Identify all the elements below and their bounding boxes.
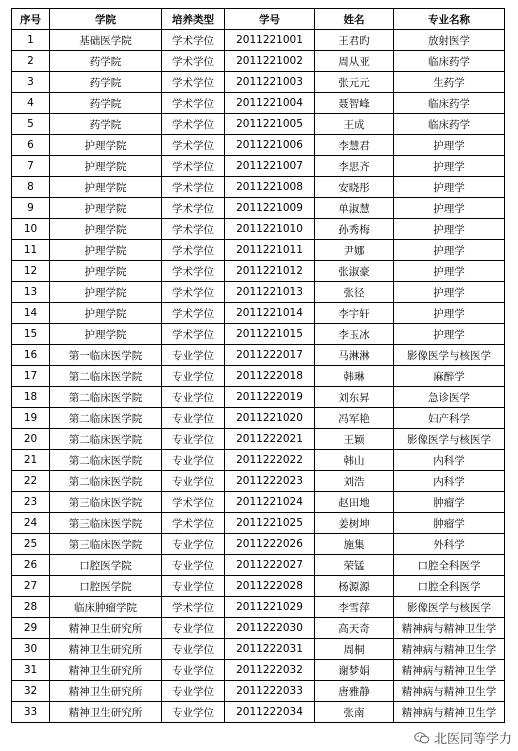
header-student-id: 学号 <box>225 9 315 30</box>
cell-major: 护理学 <box>394 156 505 177</box>
header-index: 序号 <box>12 9 50 30</box>
cell-name: 赵田地 <box>315 492 394 513</box>
cell-index: 27 <box>12 576 50 597</box>
table-row <box>12 261 505 282</box>
table-row <box>12 324 505 345</box>
cell-major: 肿瘤学 <box>394 492 505 513</box>
table-row <box>12 51 505 72</box>
cell-college: 药学院 <box>50 72 162 93</box>
cell-major: 临床药学 <box>394 93 505 114</box>
cell-student-id: 2011222021 <box>225 429 315 450</box>
cell-major: 护理学 <box>394 177 505 198</box>
cell-name: 荣锰 <box>315 555 394 576</box>
cell-index: 11 <box>12 240 50 261</box>
cell-college: 第二临床医学院 <box>50 429 162 450</box>
cell-major: 肿瘤学 <box>394 513 505 534</box>
cell-college: 药学院 <box>50 114 162 135</box>
cell-college: 精神卫生研究所 <box>50 681 162 702</box>
cell-name: 马淋淋 <box>315 345 394 366</box>
cell-index: 26 <box>12 555 50 576</box>
cell-index: 19 <box>12 408 50 429</box>
cell-degree-type: 专业学位 <box>162 471 225 492</box>
table-row <box>12 366 505 387</box>
cell-name: 张元元 <box>315 72 394 93</box>
cell-index: 8 <box>12 177 50 198</box>
cell-index: 17 <box>12 366 50 387</box>
table-row <box>12 555 505 576</box>
cell-degree-type: 学术学位 <box>162 51 225 72</box>
table-row <box>12 30 505 51</box>
cell-name: 孙秀梅 <box>315 219 394 240</box>
cell-name: 高天奇 <box>315 618 394 639</box>
cell-name: 张径 <box>315 282 394 303</box>
cell-student-id: 2011222031 <box>225 639 315 660</box>
cell-index: 4 <box>12 93 50 114</box>
cell-name: 刘浩 <box>315 471 394 492</box>
cell-major: 影像医学与核医学 <box>394 597 505 618</box>
cell-index: 3 <box>12 72 50 93</box>
cell-name: 姜树坤 <box>315 513 394 534</box>
cell-college: 基础医学院 <box>50 30 162 51</box>
cell-major: 精神病与精神卫生学 <box>394 660 505 681</box>
cell-major: 口腔全科医学 <box>394 555 505 576</box>
cell-name: 尹娜 <box>315 240 394 261</box>
cell-major: 精神病与精神卫生学 <box>394 702 505 723</box>
cell-major: 护理学 <box>394 324 505 345</box>
watermark-text: 北医同等学力 <box>433 732 512 747</box>
cell-student-id: 2011221014 <box>225 303 315 324</box>
cell-college: 第二临床医学院 <box>50 450 162 471</box>
table-row <box>12 387 505 408</box>
cell-degree-type: 专业学位 <box>162 576 225 597</box>
cell-student-id: 2011221010 <box>225 219 315 240</box>
header-major: 专业名称 <box>394 9 505 30</box>
cell-student-id: 2011221011 <box>225 240 315 261</box>
cell-degree-type: 专业学位 <box>162 366 225 387</box>
table-row <box>12 534 505 555</box>
cell-student-id: 2011221012 <box>225 261 315 282</box>
table-row <box>12 282 505 303</box>
cell-name: 李宇轩 <box>315 303 394 324</box>
cell-index: 15 <box>12 324 50 345</box>
cell-college: 精神卫生研究所 <box>50 618 162 639</box>
student-list-table <box>11 8 505 723</box>
cell-index: 9 <box>12 198 50 219</box>
cell-major: 护理学 <box>394 219 505 240</box>
cell-student-id: 2011221020 <box>225 408 315 429</box>
cell-college: 第二临床医学院 <box>50 471 162 492</box>
cell-major: 护理学 <box>394 135 505 156</box>
cell-degree-type: 学术学位 <box>162 72 225 93</box>
cell-college: 第二临床医学院 <box>50 366 162 387</box>
cell-college: 第三临床医学院 <box>50 513 162 534</box>
cell-college: 护理学院 <box>50 282 162 303</box>
cell-student-id: 2011222026 <box>225 534 315 555</box>
cell-student-id: 2011221013 <box>225 282 315 303</box>
header-college: 学院 <box>50 9 162 30</box>
cell-college: 第一临床医学院 <box>50 345 162 366</box>
cell-student-id: 2011222032 <box>225 660 315 681</box>
cell-degree-type: 专业学位 <box>162 429 225 450</box>
cell-degree-type: 专业学位 <box>162 450 225 471</box>
cell-degree-type: 专业学位 <box>162 702 225 723</box>
table-row <box>12 660 505 681</box>
cell-index: 24 <box>12 513 50 534</box>
cell-degree-type: 学术学位 <box>162 597 225 618</box>
cell-college: 精神卫生研究所 <box>50 639 162 660</box>
cell-college: 临床肿瘤学院 <box>50 597 162 618</box>
cell-name: 冯军艳 <box>315 408 394 429</box>
table-row <box>12 345 505 366</box>
cell-degree-type: 学术学位 <box>162 114 225 135</box>
cell-student-id: 2011221009 <box>225 198 315 219</box>
cell-index: 21 <box>12 450 50 471</box>
cell-college: 第二临床医学院 <box>50 387 162 408</box>
cell-college: 护理学院 <box>50 261 162 282</box>
cell-major: 精神病与精神卫生学 <box>394 618 505 639</box>
cell-name: 谢梦娟 <box>315 660 394 681</box>
cell-degree-type: 学术学位 <box>162 219 225 240</box>
table-row <box>12 618 505 639</box>
table-row <box>12 72 505 93</box>
cell-college: 护理学院 <box>50 219 162 240</box>
cell-college: 第三临床医学院 <box>50 492 162 513</box>
cell-student-id: 2011221004 <box>225 93 315 114</box>
cell-degree-type: 学术学位 <box>162 177 225 198</box>
cell-name: 张南 <box>315 702 394 723</box>
cell-degree-type: 学术学位 <box>162 492 225 513</box>
cell-college: 口腔医学院 <box>50 576 162 597</box>
cell-college: 护理学院 <box>50 156 162 177</box>
cell-student-id: 2011222033 <box>225 681 315 702</box>
cell-student-id: 2011222022 <box>225 450 315 471</box>
cell-index: 5 <box>12 114 50 135</box>
cell-name: 安晓彤 <box>315 177 394 198</box>
cell-degree-type: 专业学位 <box>162 555 225 576</box>
cell-student-id: 2011221015 <box>225 324 315 345</box>
cell-major: 护理学 <box>394 303 505 324</box>
cell-index: 6 <box>12 135 50 156</box>
cell-student-id: 2011222018 <box>225 366 315 387</box>
table-row <box>12 198 505 219</box>
cell-college: 精神卫生研究所 <box>50 702 162 723</box>
table-row <box>12 408 505 429</box>
cell-major: 护理学 <box>394 282 505 303</box>
cell-index: 12 <box>12 261 50 282</box>
cell-degree-type: 学术学位 <box>162 240 225 261</box>
cell-major: 护理学 <box>394 240 505 261</box>
cell-degree-type: 专业学位 <box>162 639 225 660</box>
cell-degree-type: 学术学位 <box>162 30 225 51</box>
table-row <box>12 93 505 114</box>
table-row <box>12 177 505 198</box>
cell-major: 麻醉学 <box>394 366 505 387</box>
cell-student-id: 2011221005 <box>225 114 315 135</box>
table-row <box>12 219 505 240</box>
cell-student-id: 2011221008 <box>225 177 315 198</box>
cell-index: 1 <box>12 30 50 51</box>
header-degree-type: 培养类型 <box>162 9 225 30</box>
cell-index: 18 <box>12 387 50 408</box>
cell-student-id: 2011221001 <box>225 30 315 51</box>
cell-student-id: 2011221003 <box>225 72 315 93</box>
cell-major: 临床药学 <box>394 114 505 135</box>
cell-student-id: 2011221002 <box>225 51 315 72</box>
cell-index: 10 <box>12 219 50 240</box>
cell-index: 25 <box>12 534 50 555</box>
cell-student-id: 2011221025 <box>225 513 315 534</box>
cell-college: 护理学院 <box>50 240 162 261</box>
cell-index: 28 <box>12 597 50 618</box>
cell-college: 护理学院 <box>50 177 162 198</box>
cell-index: 30 <box>12 639 50 660</box>
cell-degree-type: 专业学位 <box>162 681 225 702</box>
table-header-row <box>12 9 505 30</box>
cell-index: 7 <box>12 156 50 177</box>
cell-name: 韩琳 <box>315 366 394 387</box>
cell-college: 第三临床医学院 <box>50 534 162 555</box>
cell-name: 刘东昇 <box>315 387 394 408</box>
cell-index: 33 <box>12 702 50 723</box>
cell-index: 16 <box>12 345 50 366</box>
cell-degree-type: 专业学位 <box>162 534 225 555</box>
cell-major: 护理学 <box>394 198 505 219</box>
cell-college: 护理学院 <box>50 303 162 324</box>
cell-student-id: 2011222028 <box>225 576 315 597</box>
cell-college: 护理学院 <box>50 324 162 345</box>
cell-name: 李雪萍 <box>315 597 394 618</box>
cell-major: 精神病与精神卫生学 <box>394 681 505 702</box>
cell-major: 影像医学与核医学 <box>394 345 505 366</box>
table-row <box>12 429 505 450</box>
cell-name: 唐雅静 <box>315 681 394 702</box>
cell-name: 单淑慧 <box>315 198 394 219</box>
cell-major: 急诊医学 <box>394 387 505 408</box>
cell-degree-type: 专业学位 <box>162 345 225 366</box>
cell-college: 药学院 <box>50 93 162 114</box>
cell-degree-type: 专业学位 <box>162 618 225 639</box>
cell-name: 张淑豪 <box>315 261 394 282</box>
cell-name: 李慧君 <box>315 135 394 156</box>
cell-major: 外科学 <box>394 534 505 555</box>
table-row <box>12 135 505 156</box>
cell-index: 32 <box>12 681 50 702</box>
cell-index: 20 <box>12 429 50 450</box>
table-row <box>12 114 505 135</box>
cell-college: 口腔医学院 <box>50 555 162 576</box>
cell-major: 口腔全科医学 <box>394 576 505 597</box>
cell-major: 内科学 <box>394 471 505 492</box>
cell-major: 精神病与精神卫生学 <box>394 639 505 660</box>
table-row <box>12 156 505 177</box>
cell-college: 护理学院 <box>50 135 162 156</box>
cell-college: 护理学院 <box>50 198 162 219</box>
table-row <box>12 513 505 534</box>
cell-degree-type: 学术学位 <box>162 93 225 114</box>
cell-degree-type: 专业学位 <box>162 408 225 429</box>
table-row <box>12 681 505 702</box>
cell-student-id: 2011221024 <box>225 492 315 513</box>
cell-index: 31 <box>12 660 50 681</box>
table-row <box>12 492 505 513</box>
cell-major: 内科学 <box>394 450 505 471</box>
cell-student-id: 2011222023 <box>225 471 315 492</box>
cell-student-id: 2011221006 <box>225 135 315 156</box>
cell-name: 施集 <box>315 534 394 555</box>
cell-index: 29 <box>12 618 50 639</box>
cell-major: 放射医学 <box>394 30 505 51</box>
cell-major: 影像医学与核医学 <box>394 429 505 450</box>
cell-degree-type: 学术学位 <box>162 324 225 345</box>
cell-student-id: 2011221029 <box>225 597 315 618</box>
table-row <box>12 450 505 471</box>
table-row <box>12 597 505 618</box>
cell-index: 22 <box>12 471 50 492</box>
table-row <box>12 303 505 324</box>
cell-name: 王颖 <box>315 429 394 450</box>
cell-college: 第二临床医学院 <box>50 408 162 429</box>
cell-degree-type: 专业学位 <box>162 660 225 681</box>
wechat-icon <box>414 732 430 744</box>
cell-name: 聂智峰 <box>315 93 394 114</box>
cell-degree-type: 学术学位 <box>162 282 225 303</box>
cell-index: 23 <box>12 492 50 513</box>
cell-index: 2 <box>12 51 50 72</box>
cell-student-id: 2011222034 <box>225 702 315 723</box>
cell-index: 13 <box>12 282 50 303</box>
table-row <box>12 639 505 660</box>
cell-student-id: 2011222030 <box>225 618 315 639</box>
header-name: 姓名 <box>315 9 394 30</box>
cell-index: 14 <box>12 303 50 324</box>
cell-major: 妇产科学 <box>394 408 505 429</box>
table-row <box>12 240 505 261</box>
table-row <box>12 702 505 723</box>
watermark <box>414 728 512 747</box>
cell-name: 王成 <box>315 114 394 135</box>
cell-name: 李思齐 <box>315 156 394 177</box>
cell-student-id: 2011222017 <box>225 345 315 366</box>
cell-degree-type: 学术学位 <box>162 261 225 282</box>
cell-degree-type: 学术学位 <box>162 513 225 534</box>
cell-college: 药学院 <box>50 51 162 72</box>
cell-name: 周从亚 <box>315 51 394 72</box>
table-body <box>12 30 505 723</box>
cell-student-id: 2011222019 <box>225 387 315 408</box>
cell-degree-type: 学术学位 <box>162 303 225 324</box>
cell-name: 王君旳 <box>315 30 394 51</box>
cell-name: 周桐 <box>315 639 394 660</box>
cell-degree-type: 学术学位 <box>162 135 225 156</box>
cell-degree-type: 学术学位 <box>162 198 225 219</box>
cell-degree-type: 学术学位 <box>162 156 225 177</box>
cell-degree-type: 专业学位 <box>162 387 225 408</box>
cell-student-id: 2011222027 <box>225 555 315 576</box>
cell-major: 生药学 <box>394 72 505 93</box>
table-row <box>12 471 505 492</box>
cell-major: 护理学 <box>394 261 505 282</box>
cell-student-id: 2011221007 <box>225 156 315 177</box>
cell-college: 精神卫生研究所 <box>50 660 162 681</box>
cell-major: 临床药学 <box>394 51 505 72</box>
cell-name: 韩山 <box>315 450 394 471</box>
cell-name: 李玉冰 <box>315 324 394 345</box>
table-row <box>12 576 505 597</box>
cell-name: 杨源源 <box>315 576 394 597</box>
